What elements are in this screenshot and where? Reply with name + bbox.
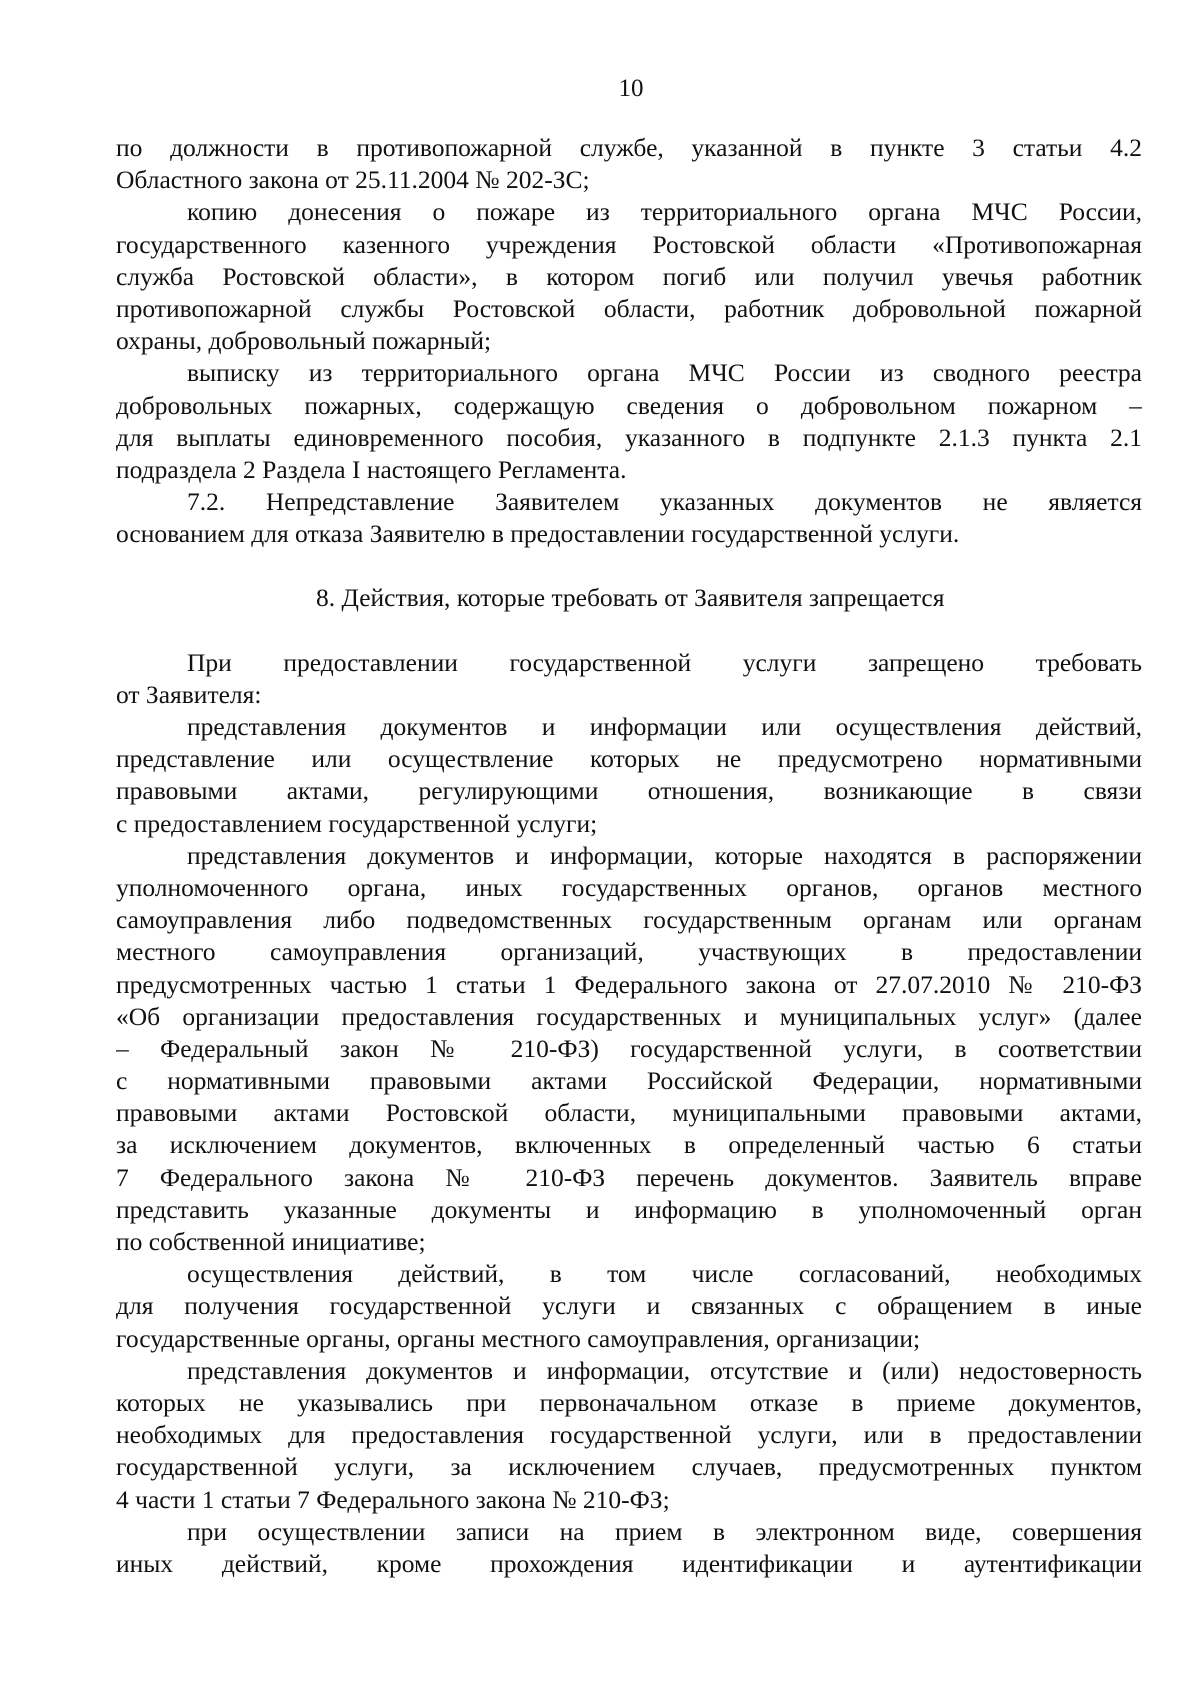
text-line: уполномоченного органа, иных государственных органов, органов местного — [116, 872, 1142, 902]
text-line: При предоставлении государственной услуги запрещено требовать — [187, 647, 1142, 677]
text-line: которых не указывались при первоначальном отказе в приеме документов, — [116, 1387, 1142, 1417]
text-line: добровольных пожарных, содержащую сведения о добровольном пожарном – — [116, 390, 1142, 420]
text-line: государственные органы, органы местного самоуправления, организации; — [116, 1323, 921, 1353]
text-line: самоуправления либо подведомственных государственным органам или органам — [116, 905, 1142, 935]
page-number: 10 — [618, 75, 644, 102]
text-line: 4 части 1 статьи 7 Федерального закона № 210-ФЗ; — [116, 1484, 670, 1514]
text-line: правовыми актами Ростовской области, муниципальными правовыми актами, — [116, 1098, 1142, 1128]
text-line: местного самоуправления организаций, участвующих в предоставлении — [116, 937, 1142, 967]
text-line: «Об организации предоставления государственных и муниципальных услуг» (далее — [116, 1001, 1142, 1031]
text-line: копию донесения о пожаре из территориального органа МЧС России, — [187, 197, 1142, 227]
text-line: за исключением документов, включенных в определенный частью 6 статьи — [116, 1130, 1142, 1160]
text-line: для выплаты единовременного пособия, указанного в подпункте 2.1.3 пункта 2.1 — [116, 422, 1142, 452]
text-line: от Заявителя: — [116, 679, 262, 709]
document-body — [116, 132, 1142, 1580]
section-spacer — [116, 615, 1142, 647]
text-line: охраны, добровольный пожарный; — [116, 326, 492, 356]
text-line: 7.2. Непредставление Заявителем указанных документов не является — [187, 487, 1142, 517]
text-line: представление или осуществление которых не предусмотрено нормативными — [116, 744, 1142, 774]
text-line: необходимых для предоставления государственной услуги, или в предоставлении — [116, 1420, 1142, 1450]
text-line: представить указанные документы и информацию в уполномоченный орган — [116, 1194, 1142, 1224]
text-line: представления документов и информации, отсутствие и (или) недостоверность — [187, 1355, 1142, 1385]
text-line: государственного казенного учреждения Ростовской области «Противопожарная — [116, 229, 1142, 259]
text-line: представления документов и информации, которые находятся в распоряжении — [187, 840, 1142, 870]
text-line: иных действий, кроме прохождения идентификации и аутентификации — [116, 1548, 1142, 1578]
text-line: по должности в противопожарной службе, указанной в пункте 3 статьи 4.2 — [116, 133, 1142, 162]
text-line: Областного закона от 25.11.2004 № 202-ЗС; — [116, 165, 590, 195]
text-line: представления документов и информации или осуществления действий, — [187, 712, 1142, 741]
section-heading: 8. Действия, которые требовать от Заявителя запрещается — [316, 583, 945, 613]
text-line: противопожарной службы Ростовской области, работник добровольной пожарной — [116, 293, 1142, 323]
text-line: правовыми актами, регулирующими отношения, возникающие в связи — [116, 776, 1142, 806]
text-line: с нормативными правовыми актами Российской Федерации, нормативными — [116, 1066, 1142, 1096]
text-line: при осуществлении записи на прием в электронном виде, совершения — [187, 1516, 1142, 1546]
section-spacer — [116, 550, 1142, 582]
text-line: выписку из территориального органа МЧС России из сводного реестра — [187, 358, 1142, 388]
text-line: основанием для отказа Заявителю в предоставлении государственной услуги. — [116, 519, 960, 549]
text-line: осуществления действий, в том числе согласований, необходимых — [187, 1259, 1142, 1289]
text-line: 7 Федерального закона № 210-ФЗ перечень документов. Заявитель вправе — [116, 1162, 1142, 1192]
text-line: с предоставлением государственной услуги; — [116, 808, 598, 838]
text-line: предусмотренных частью 1 статьи 1 Федерального закона от 27.07.2010 № 210-ФЗ — [116, 969, 1142, 999]
text-line: по собственной инициативе; — [116, 1227, 426, 1256]
text-line: – Федеральный закон № 210-ФЗ) государственной услуги, в соответствии — [116, 1033, 1142, 1063]
text-line: служба Ростовской области», в котором погиб или получил увечья работник — [116, 261, 1142, 291]
text-line: государственной услуги, за исключением случаев, предусмотренных пунктом — [116, 1452, 1142, 1482]
text-line: для получения государственной услуги и связанных с обращением в иные — [116, 1291, 1142, 1321]
text-line: подраздела 2 Раздела I настоящего Регламента. — [116, 454, 627, 484]
